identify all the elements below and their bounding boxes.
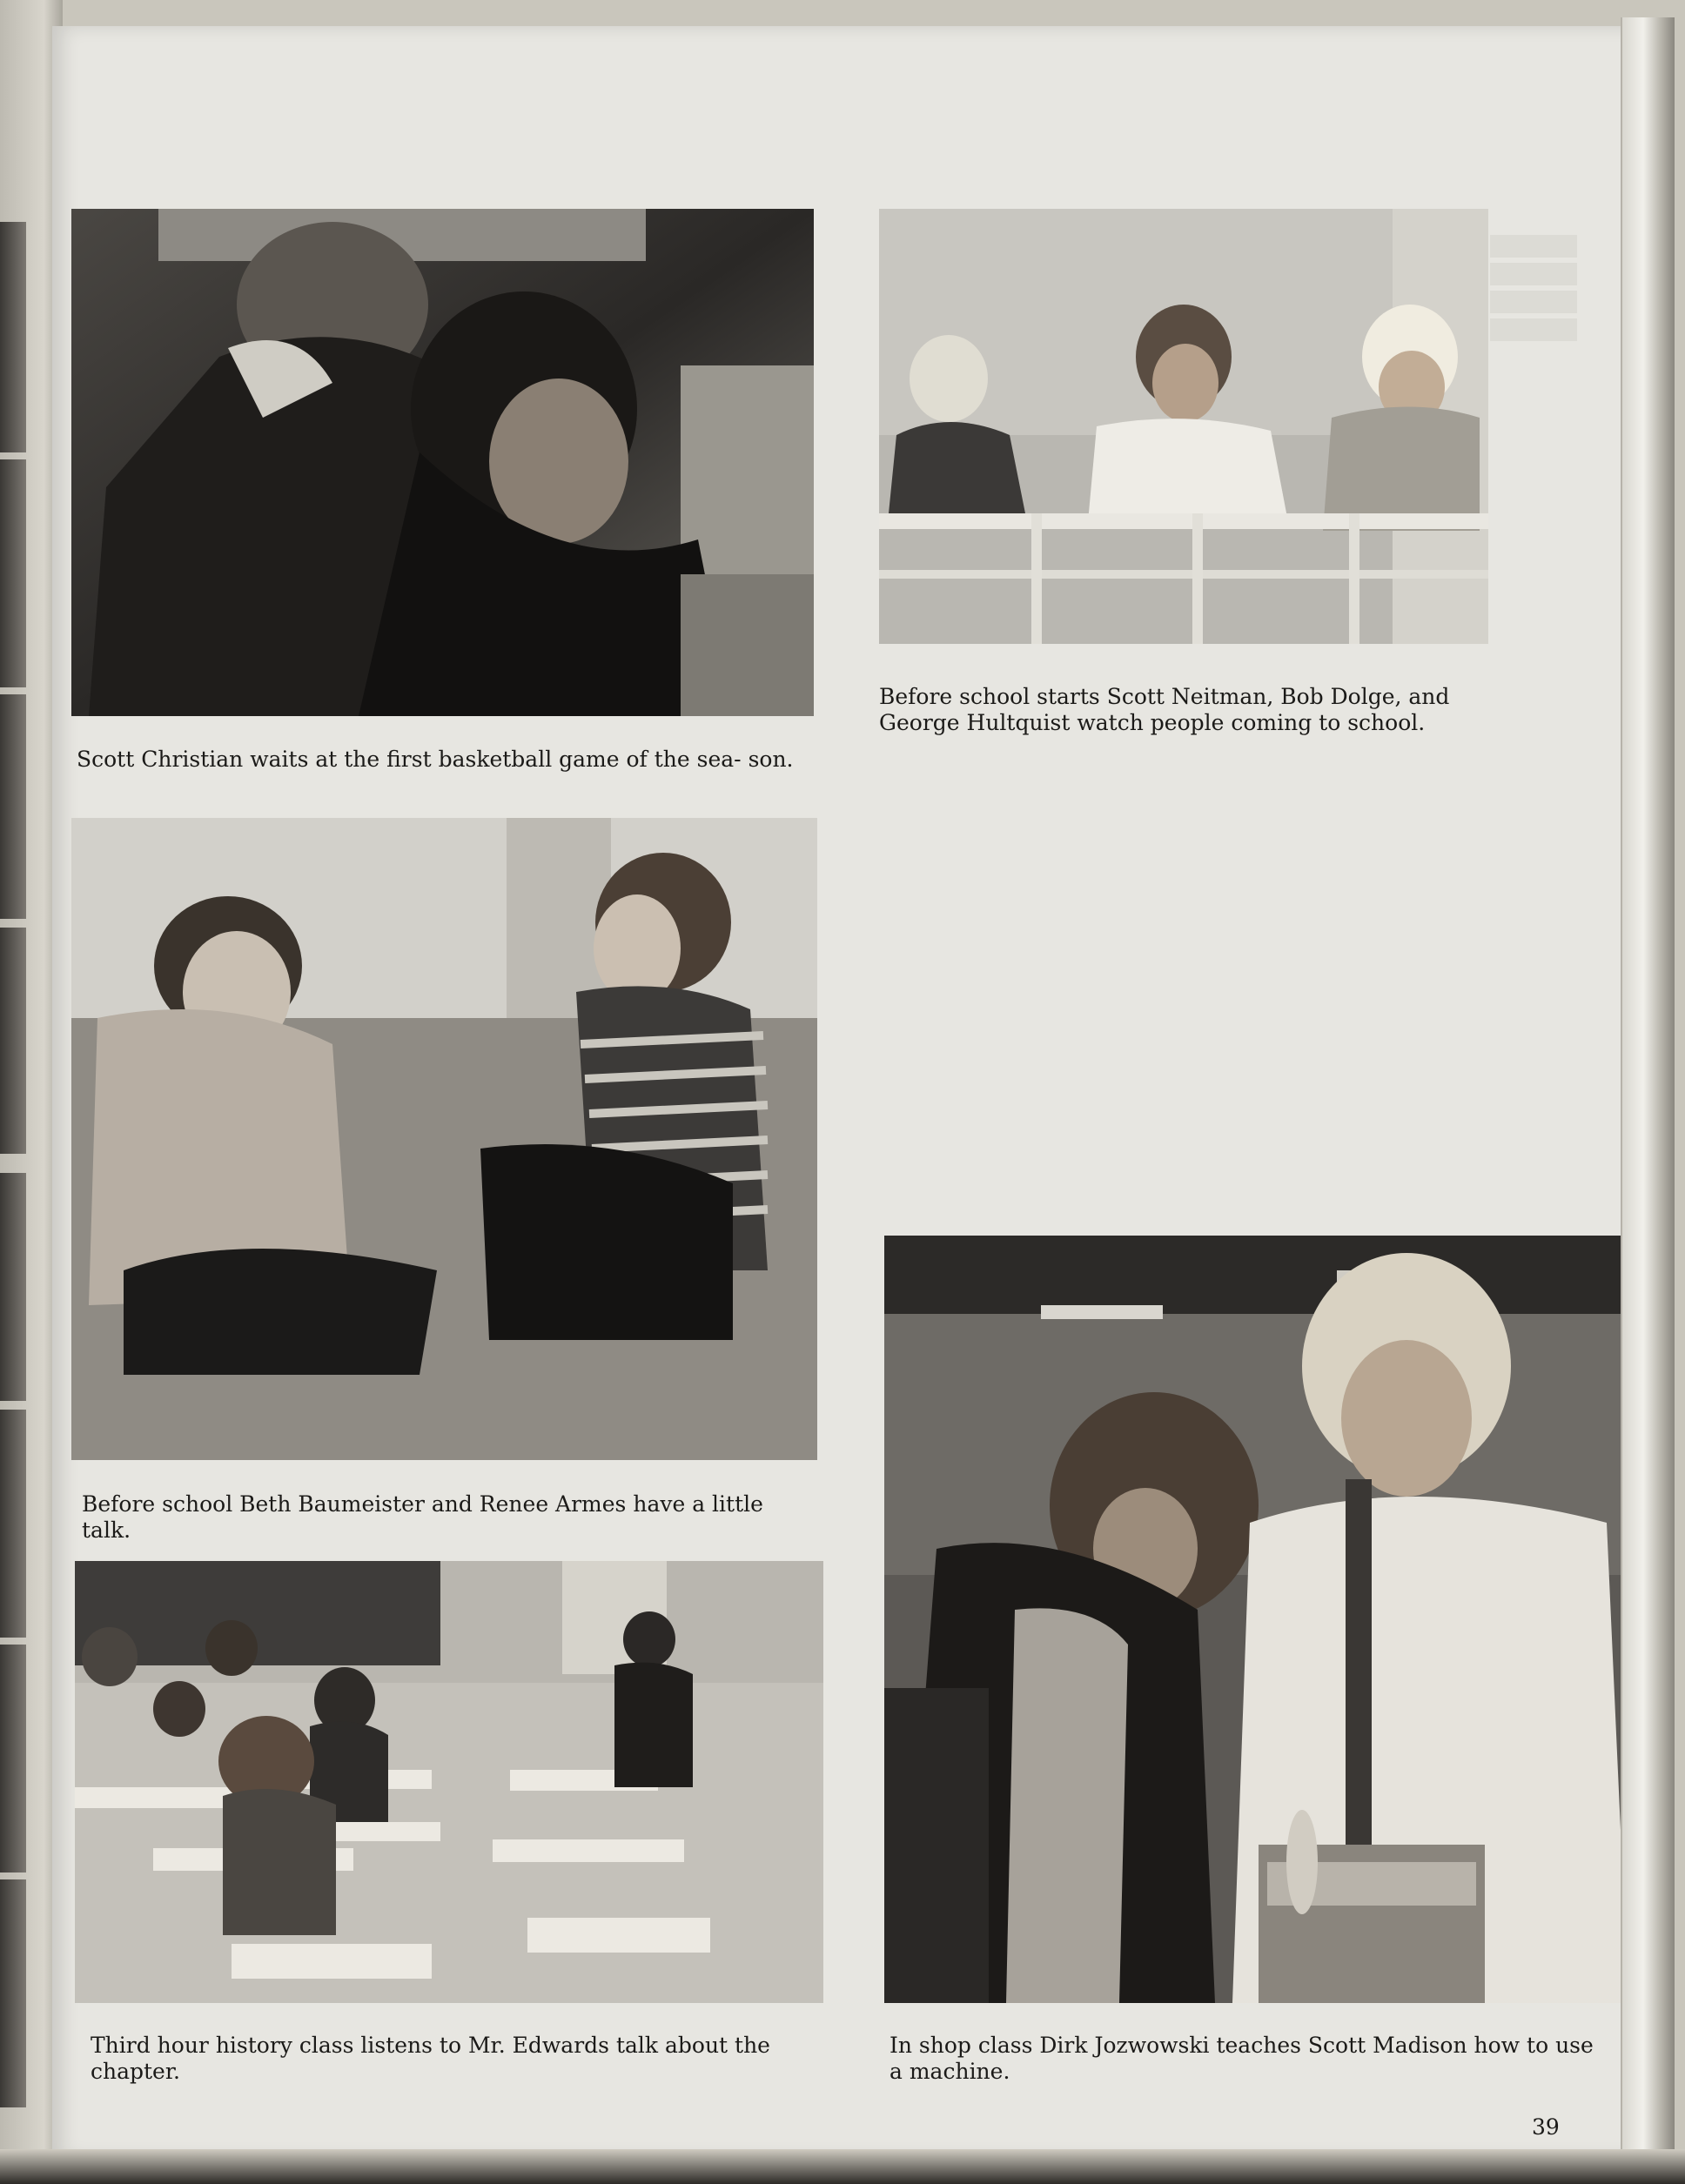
caption-shop: In shop class Dirk Jozwowski teaches Scott Madison how to use a machine. — [889, 2033, 1594, 2084]
show-through-text — [1490, 235, 1577, 346]
photo-shop-class-image — [884, 1236, 1628, 2003]
photo-floor-talk — [71, 818, 817, 1460]
photo-shop-class — [884, 1236, 1628, 2003]
caption-history: Third hour history class listens to Mr. Edwards talk about the chapter. — [91, 2033, 770, 2084]
caption-floor-talk: Before school Beth Baumeister and Renee Armes have a little talk. — [82, 1491, 763, 1543]
previous-page-portrait — [0, 222, 26, 452]
page-number: 39 — [1532, 2114, 1560, 2140]
photo-basketball-game-image — [71, 209, 814, 716]
previous-page-portrait — [0, 1173, 26, 1401]
caption-basketball: Scott Christian waits at the first basketball game of the sea- son. — [77, 747, 794, 772]
previous-page-portrait — [0, 459, 26, 687]
previous-page-portrait — [0, 1879, 26, 2107]
photo-history-class — [75, 1561, 823, 2003]
photo-basketball-game — [71, 209, 814, 716]
book-cover-bottom-edge — [0, 2149, 1685, 2184]
caption-railing: Before school starts Scott Neitman, Bob Dolge, and George Hultquist watch people coming to school. — [879, 684, 1450, 735]
photo-railing-watchers — [879, 209, 1488, 644]
previous-page-portrait — [0, 1645, 26, 1872]
photo-railing-watchers-image — [879, 209, 1488, 644]
previous-page-portrait — [0, 1410, 26, 1638]
previous-page-portrait — [0, 694, 26, 919]
book-cover-right-edge — [1621, 17, 1675, 2167]
previous-page-portrait — [0, 928, 26, 1154]
photo-history-class-image — [75, 1561, 823, 2003]
photo-floor-talk-image — [71, 818, 817, 1460]
